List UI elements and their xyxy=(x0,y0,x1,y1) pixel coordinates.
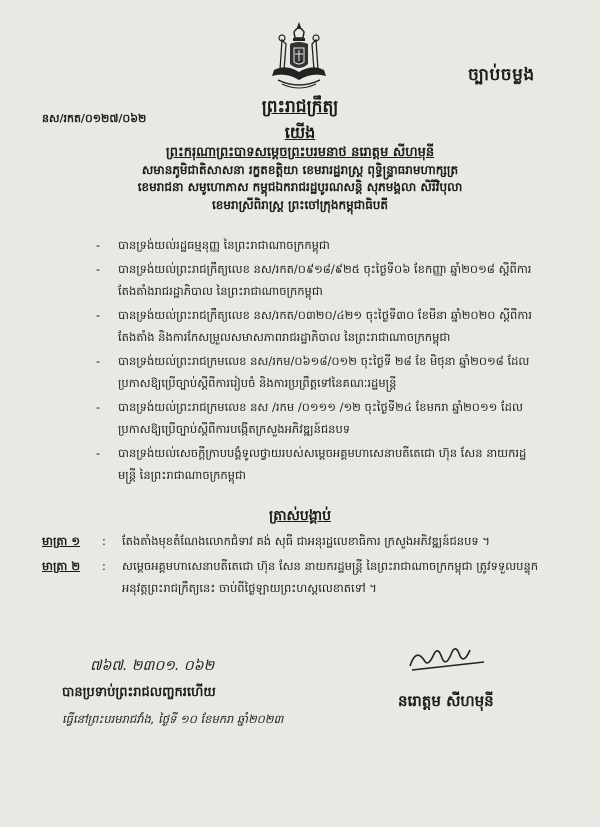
article-label: មាត្រា ២ xyxy=(42,559,81,573)
consideration-item: - បានទ្រង់យល់ព្រះរាជក្រឹត្យលេខ នស/រកត/០៣២០/៤២១ ចុះថ្ងៃទី៣០ ខែមីនា ឆ្នាំ២០២០ ស្តីពីការ តែងតាំង និងការកែសម្រួលសមាសភាពរាជរដ្ឋាភិបាល នៃព្រះរាជាណាចក្រកម្ពុជា xyxy=(96,304,536,348)
royal-arms-emblem-icon xyxy=(268,20,330,92)
signature-date: ៧៦៧. ២៣០១. ០៦២ xyxy=(90,658,215,674)
section-heading: យើង xyxy=(284,123,316,142)
royal-title-line: ព្រះករុណាព្រះបាទសម្តេចព្រះបរមនាថ នរោត្តម សីហមុនី xyxy=(165,145,435,160)
royal-title-line: សមានភូមិជាតិសាសនា រក្ខតខត្តិយា ខេមរារដ្ឋរាស្ត្រ ពុទ្ធិន្ទ្រាធរាមហាក្សត្រ xyxy=(141,162,459,177)
document-title: ព្រះរាជក្រឹត្យ xyxy=(261,97,339,117)
royal-title-line: ខេមរាស្រីពិរាស្ត្រ ព្រះចៅក្រុងកម្ពុជាធិបតី xyxy=(211,197,389,212)
royal-title-block xyxy=(90,144,510,214)
seal-certification: បានប្រទាប់ព្រះរាជលញ្ចករហើយ xyxy=(62,685,216,700)
consideration-item: - បានទ្រង់យល់ព្រះរាជក្រមលេខ នស /រកម /០១១១ /១២ ចុះថ្ងៃទី២៤ ខែមករា ឆ្នាំ២០១១ ដែលប្រកាសឱ្យប្រើច្បាប់ស្តីពីការបង្កើតក្រសួងអភិវឌ្ឍន៍ជនបទ xyxy=(96,396,536,440)
royal-title-line: ខេមរាជនា សមូហោភាស កម្ពុជឯករាជរដ្ឋបូរណសន្តិ សុភមង្គលា សិរីវិបុលា xyxy=(137,180,463,194)
royal-signature xyxy=(406,640,486,676)
decree-heading: ត្រាស់បង្គាប់ xyxy=(269,508,331,524)
article-1: មាត្រា ១ : តែងតាំងមុខតំណែងលោកជំទាវ គង់ សុធី ជាអនុរដ្ឋលេខាធិការ ក្រសួងអភិវឌ្ឍន៍ជនបទ ។ xyxy=(42,530,562,552)
consideration-item: - បានទ្រង់យល់រដ្ឋធម្មនុញ្ញ នៃព្រះរាជាណាចក្រកម្ពុជា xyxy=(96,234,536,256)
article-label: មាត្រា ១ xyxy=(42,534,81,548)
consideration-item: - បានទ្រង់យល់ព្រះរាជក្រឹត្យលេខ នស/រកត/០៩១៨/៩២៥ ចុះថ្ងៃទី០៦ ខែកញ្ញា ឆ្នាំ២០១៨ ស្តីពីការតែងតាំងរាជរដ្ឋាភិបាល នៃព្រះរាជាណាចក្រកម្ពុជា xyxy=(96,258,536,302)
article-text: តែងតាំងមុខតំណែងលោកជំទាវ គង់ សុធី ជាអនុរដ្ឋលេខាធិការ ក្រសួងអភិវឌ្ឍន៍ជនបទ ។ xyxy=(122,534,490,548)
signer-name: នរោត្តម សីហមុនី xyxy=(398,692,494,710)
consideration-item: - បានទ្រង់យល់ព្រះរាជក្រមលេខ នស/រកម/០៦១៨/០១២ ចុះថ្ងៃទី ២៨ ខែ មិថុនា ឆ្នាំ២០១៨ ដែលប្រកាសឱ្យប្រើច្បាប់ស្តីពីការរៀបចំ និងការប្រព្រឹត្តទៅនៃគណៈរដ្ឋមន្ត្រី xyxy=(96,350,536,394)
reference-number: នស/រកត/០១២៧/០៦២ xyxy=(42,112,147,125)
copy-mark: ច្បាប់ចម្លង xyxy=(468,65,535,85)
article-2: មាត្រា ២ : សម្តេចអគ្គមហាសេនាបតីតេជោ ហ៊ុន សែន នាយករដ្ឋមន្ត្រី នៃព្រះរាជាណាចក្រកម្ពុជា ត្រូវទទួលបន្ទុកអនុវត្តព្រះរាជក្រឹត្យនេះ ចាប់ពីថ្ងៃឡាយព្រះហស្តលេខាតទៅ ។ xyxy=(42,555,562,577)
article-text: សម្តេចអគ្គមហាសេនាបតីតេជោ ហ៊ុន សែន នាយករដ្ឋមន្ត្រី នៃព្រះរាជាណាចក្រកម្ពុជា ត្រូវទទួលបន្ទុកអនុវត្តព្រះរាជក្រឹត្យនេះ ចាប់ពីថ្ងៃឡាយព្រះហស្តលេខាតទៅ ។ xyxy=(122,559,539,595)
place-and-date: ធ្វើនៅព្រះបរមរាជវាំង, ថ្ងៃទី ១០ ខែមករា ឆ្នាំ២០២៣ xyxy=(62,712,284,726)
consideration-item: - បានទ្រង់យល់សេចក្តីក្រាបបង្គំទូលថ្វាយរបស់សម្តេចអគ្គមហាសេនាបតីតេជោ ហ៊ុន សែន នាយករដ្ឋមន្ត្រី នៃព្រះរាជាណាចក្រកម្ពុជា xyxy=(96,442,536,486)
considerations-list xyxy=(96,234,536,488)
